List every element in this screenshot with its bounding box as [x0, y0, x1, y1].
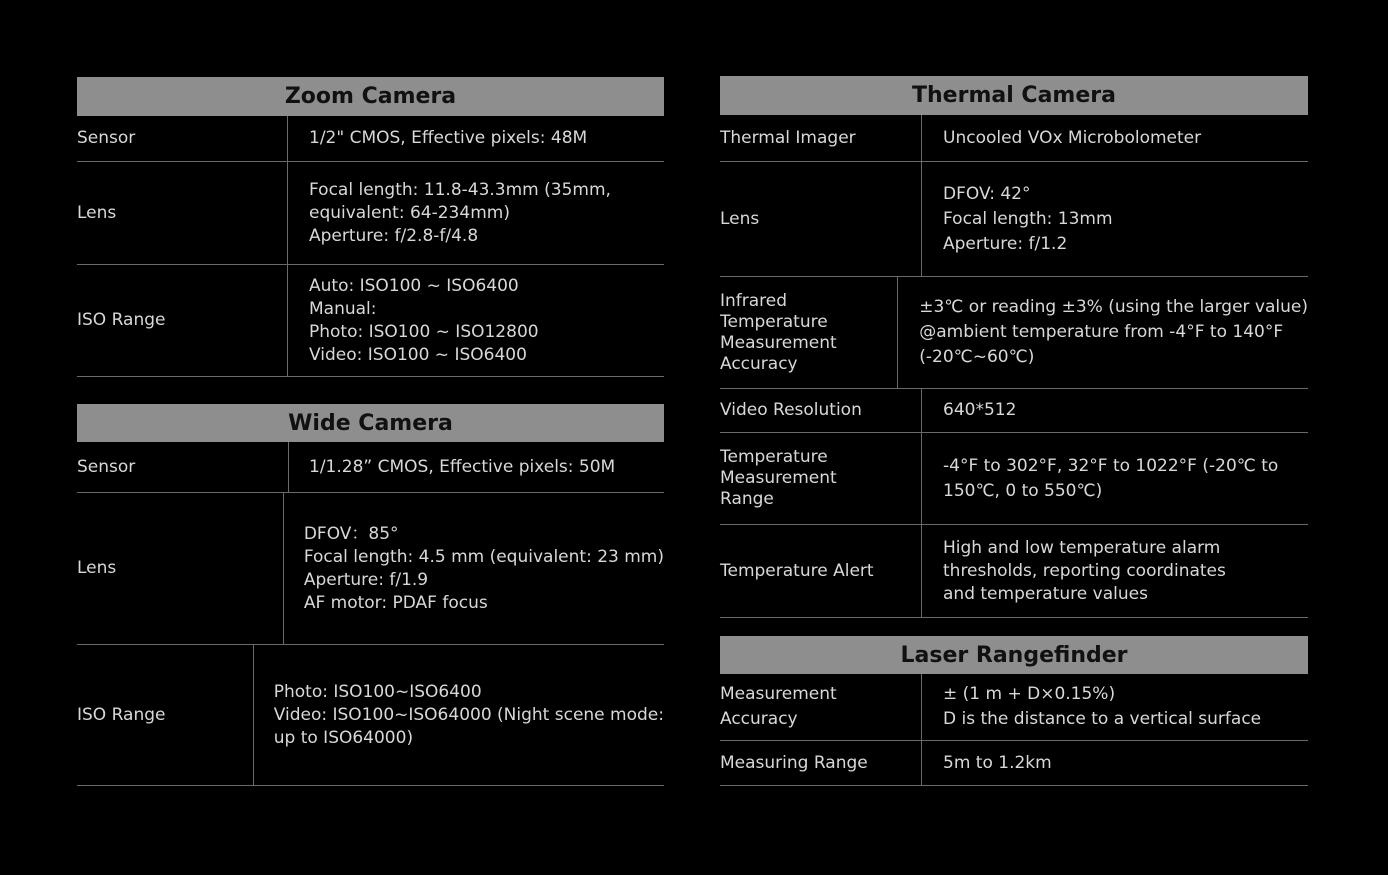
table-row — [77, 162, 664, 265]
row-value: High and low temperature alarm thresholds, reporting coordinates and temperature values — [943, 537, 1226, 604]
row-value: DFOV: 42° Focal length: 13mm Aperture: f/1.2 — [943, 183, 1113, 254]
row-value: DFOV：85° Focal length: 4.5 mm (equivalent: 23 mm) Aperture: f/1.9 AF motor: PDAF focus — [303, 523, 664, 613]
table-row — [77, 116, 664, 162]
row-label: Temperature Alert — [720, 525, 922, 617]
row-value: Photo: ISO100~ISO6400 Video: ISO100~ISO64000 (Night scene mode: up to ISO64000) — [273, 681, 664, 748]
row-value: ± (1 m + D×0.15%) D is the distance to a vertical surface — [943, 684, 1262, 729]
row-label: Sensor — [77, 442, 289, 492]
table-row — [720, 277, 1308, 389]
table-row — [720, 525, 1308, 618]
row-value: Focal length: 11.8-43.3mm (35mm, equivalent: 64-234mm) Aperture: f/2.8-f/4.8 — [309, 179, 611, 246]
table-row — [720, 389, 1308, 433]
zoom-camera-table — [77, 77, 664, 377]
table-row — [720, 433, 1308, 525]
row-value: ±3℃ or reading ±3% (using the larger value) @ambient temperature from -4°F to 140°F (-20℃~60℃) — [919, 297, 1308, 367]
row-value: 640*512 — [943, 400, 1017, 420]
row-label: Measuring Range — [720, 741, 922, 785]
table-row — [720, 674, 1308, 741]
row-label: Thermal Imager — [720, 115, 922, 161]
row-value: 1/1.28” CMOS, Effective pixels: 50M — [309, 456, 616, 477]
table-row — [720, 115, 1308, 162]
zoom-camera-header: Zoom Camera — [77, 77, 664, 116]
row-label: ISO Range — [77, 645, 254, 785]
row-label: Lens — [77, 493, 284, 644]
row-label: Lens — [77, 162, 288, 264]
row-value: 1/2" CMOS, Effective pixels: 48M — [309, 128, 588, 148]
table-row — [77, 442, 664, 493]
table-row — [720, 741, 1308, 786]
wide-camera-header: Wide Camera — [77, 404, 664, 442]
laser-rangefinder-header: Laser Rangefinder — [720, 636, 1308, 674]
row-label: Infrared Temperature Measurement Accuracy — [720, 277, 898, 388]
table-row — [77, 493, 664, 645]
laser-rangefinder-table — [720, 636, 1308, 786]
row-label: Lens — [720, 162, 922, 276]
row-value: Auto: ISO100 ~ ISO6400 Manual: Photo: ISO100 ~ ISO12800 Video: ISO100 ~ ISO6400 — [309, 275, 539, 365]
row-label: Temperature Measurement Range — [720, 433, 922, 524]
row-value: 5m to 1.2km — [943, 752, 1052, 773]
thermal-camera-table — [720, 76, 1308, 618]
table-row — [720, 162, 1308, 277]
row-label: Video Resolution — [720, 389, 922, 432]
row-label: ISO Range — [77, 265, 288, 376]
table-row — [77, 265, 664, 377]
row-value: -4°F to 302°F, 32°F to 1022°F (-20℃ to 150℃, 0 to 550℃) — [943, 455, 1279, 501]
row-label: Measurement Accuracy — [720, 674, 922, 740]
row-label: Sensor — [77, 116, 288, 161]
wide-camera-table — [77, 404, 664, 786]
row-value: Uncooled VOx Microbolometer — [943, 127, 1202, 148]
thermal-camera-header: Thermal Camera — [720, 76, 1308, 115]
table-row — [77, 645, 664, 786]
